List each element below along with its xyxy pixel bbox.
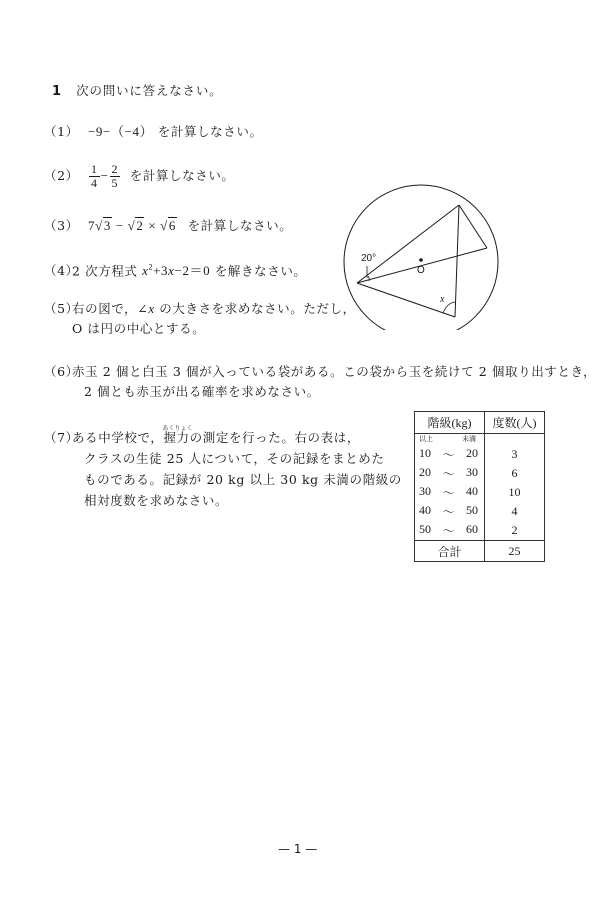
question-line-1-pre: ある中学校で， (72, 430, 164, 445)
tilde: ～ (442, 448, 455, 462)
radicand: 6 (168, 218, 176, 233)
center-point (419, 258, 423, 262)
equation (142, 263, 210, 278)
variable: x (148, 301, 155, 316)
question-5-line-2: O は円の中心とする。 (72, 321, 206, 336)
question-4 (44, 259, 307, 280)
question-label: （4） (44, 263, 79, 279)
upper-bound-label: 未満 (462, 435, 476, 443)
fraction-1 (89, 163, 100, 190)
angle-arc-x (443, 302, 455, 313)
class-upper: 30 (465, 465, 478, 479)
question-7 (44, 425, 360, 447)
tilde: ～ (442, 467, 455, 481)
table-row (415, 483, 545, 502)
numerator: 1 (91, 162, 98, 176)
question-label: （6） (44, 364, 79, 379)
table-header (415, 412, 545, 434)
denominator: 4 (91, 176, 98, 190)
class-lower: 40 (419, 503, 431, 517)
class-upper: 40 (465, 484, 478, 498)
expression: −9−（−4） (88, 124, 154, 139)
term: +3 (153, 263, 169, 279)
frequency: 4 (485, 502, 545, 521)
question-label: （3） (44, 218, 79, 233)
question-6 (44, 363, 596, 381)
table-row (415, 445, 545, 464)
class-upper: 50 (465, 503, 478, 517)
question-2 (44, 163, 235, 190)
radicand: 3 (103, 218, 111, 233)
frequency: 6 (485, 464, 545, 483)
sqrt-2: √2 (127, 218, 144, 233)
question-suffix: を解きなさい。 (214, 263, 307, 279)
operator: − (115, 218, 124, 233)
operator: − (100, 168, 109, 183)
chord-b-c (459, 205, 487, 248)
class-lower: 30 (419, 484, 431, 498)
total-value: 25 (485, 541, 545, 562)
question-7-line-3: ものである。記録が 20 kg 以上 30 kg 未満の階級の (84, 472, 402, 487)
table-row (415, 502, 545, 521)
ruby-base: 握力 (163, 430, 190, 445)
header-class: 階級(kg) (415, 412, 485, 434)
question-line-1-pre: 右の図で，∠ (72, 301, 149, 316)
ruby-reading: あくりょく (162, 425, 193, 432)
question-line-1-post: の測定を行った。右の表は， (189, 430, 360, 445)
tilde: ～ (442, 524, 455, 538)
section-heading (52, 80, 222, 99)
table-row (415, 521, 545, 541)
table-subheader (415, 434, 545, 446)
frequency: 3 (485, 445, 545, 464)
frequency: 2 (485, 521, 545, 541)
variable: x (142, 263, 149, 279)
class-upper: 60 (465, 522, 478, 536)
question-7-line-4: 相対度数を求めなさい。 (84, 493, 229, 508)
angle-label-20: 20° (361, 253, 377, 264)
tilde: ～ (442, 505, 455, 519)
unknown-angle-label: x (440, 294, 445, 305)
operator: × (148, 218, 157, 233)
exponent: 2 (148, 263, 154, 272)
chord-a-b (357, 205, 459, 283)
sqrt-3: √3 (95, 218, 111, 233)
lower-bound-label: 以上 (419, 435, 433, 443)
chord-b-d (455, 205, 459, 317)
section-instruction: 次の問いに答えなさい。 (76, 83, 223, 98)
class-lower: 50 (419, 522, 431, 536)
question-6-line-2: 2 個とも赤玉が出る確率を求めなさい。 (84, 384, 320, 399)
term: −2＝0 (174, 263, 211, 279)
variable: x (168, 263, 175, 279)
coefficient: 7 (88, 218, 96, 233)
question-label: （1） (44, 124, 79, 139)
denominator: 5 (111, 176, 119, 190)
question-label: （7） (44, 430, 79, 445)
class-lower: 20 (419, 465, 431, 479)
question-7-line-2: クラスの生徒 25 人について，その記録をまとめた (84, 451, 385, 466)
tilde: ～ (442, 486, 455, 500)
circle-diagram (340, 180, 510, 330)
total-label: 合計 (415, 541, 485, 562)
fraction-2 (110, 163, 121, 190)
class-upper: 20 (465, 446, 478, 460)
ruby-word (162, 425, 193, 447)
expression (88, 218, 177, 233)
question-3 (44, 217, 292, 235)
page-number: — 1 — (278, 842, 318, 856)
question-1 (44, 123, 263, 141)
table-total-row (415, 541, 545, 562)
radicand: 2 (136, 218, 144, 233)
question-line-1: 赤玉 2 個と白玉 3 個が入っている袋がある。この袋から玉を続けて 2 個取り出すとき， (72, 364, 597, 379)
numerator: 2 (111, 162, 119, 176)
question-suffix: を計算しなさい。 (187, 218, 293, 233)
question-line-1-post: の大きさを求めなさい。ただし， (154, 301, 356, 316)
section-number: 1 (52, 84, 62, 99)
table-row (415, 464, 545, 483)
header-count: 度数(人) (485, 412, 545, 434)
question-suffix: を計算しなさい。 (129, 168, 235, 183)
question-prefix: 2 次方程式 (72, 263, 138, 279)
sqrt-6: √6 (160, 218, 176, 233)
question-suffix: を計算しなさい。 (157, 124, 263, 139)
class-lower: 10 (419, 446, 431, 460)
question-label: （2） (44, 168, 79, 183)
center-label-o: O (417, 265, 425, 276)
frequency: 10 (485, 483, 545, 502)
question-label: （5） (44, 301, 79, 316)
frequency-table (414, 411, 545, 562)
question-5 (44, 300, 356, 318)
